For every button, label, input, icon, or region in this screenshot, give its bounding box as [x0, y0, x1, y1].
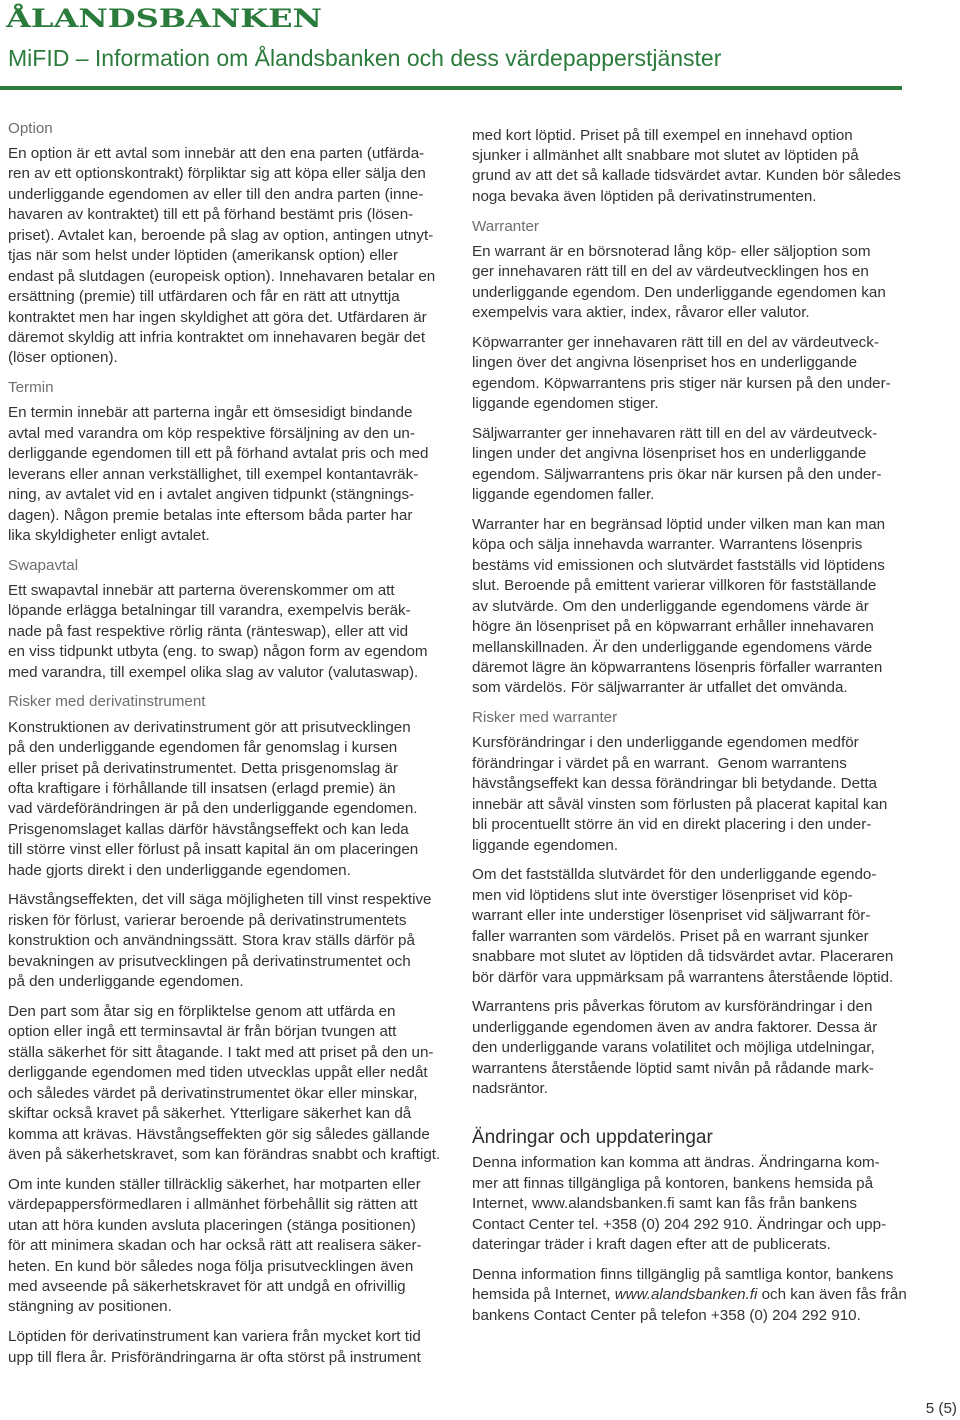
paragraph — [472, 424, 952, 506]
text-line: Warrantens pris påverkas förutom av kursförändringar i den — [472, 998, 873, 1016]
text-line: ersättning (premie) till utfärdaren och får en rätt att utnyttja — [8, 288, 400, 306]
text-line: dateringar träder i kraft dagen efter att de publicerats. — [472, 1235, 831, 1253]
paragraph — [472, 333, 952, 415]
text-line — [472, 1285, 952, 1305]
text-line: bankens Contact Center på telefon +358 (0) 204 292 910. — [472, 1306, 861, 1324]
text-line: Köpwarranter ger innehavaren rätt till en del av värdeutveck- — [472, 333, 879, 351]
text-line: bli procentuellt större än vid en direkt placering i den under- — [472, 816, 872, 834]
text-line: slut. Beroende på emittent varierar villkoren för fastställande — [472, 577, 877, 595]
text-line: men vid löptidens slut inte överstiger lösenpriset vid köp- — [472, 886, 853, 904]
section-title: Ändringar och uppdateringar — [472, 1126, 713, 1148]
text-line: ger innehavaren rätt till en del av värdeutvecklingen hos en — [472, 263, 869, 281]
text-line: innebär att såväl vinsten som förlusten på placerat kapital kan — [472, 795, 888, 813]
text-line: Contact Center tel. +358 (0) 204 292 910. Ändringar och upp- — [472, 1215, 887, 1233]
text-line: underliggande egendom. Den underliggande egendomen kan — [472, 283, 886, 301]
text-line: ning, av avtalet vid en i avtalet angiven tidpunkt (stängnings- — [8, 486, 415, 504]
page-number: 5 (5) — [925, 1400, 957, 1417]
text-line: priset). Avtalet kan, beroende på slag av option, antingen utnyt- — [8, 226, 434, 244]
text-line: (löser optionen). — [8, 349, 118, 367]
text-line: risken för förlust, varierar beroende på derivatinstrumentets — [8, 911, 407, 929]
paragraph — [472, 242, 952, 324]
text-line: en viss tidpunkt utbyta (eng. to swap) någon form av egendom — [8, 643, 428, 661]
text-line: ställa säkerhet för sitt åtagande. I takt med att priset på den un- — [8, 1043, 434, 1061]
text-line: till större vinst eller förlust på insatt kapital än om placeringen — [8, 841, 419, 859]
section-heading: Warranter — [472, 217, 539, 235]
text-line: nadsräntor. — [472, 1079, 548, 1097]
text-line: kontraktet men har ingen skyldighet att göra det. Utfärdaren är — [8, 308, 427, 326]
text-line: Denna information kan komma att ändras. Ändringarna kom- — [472, 1154, 880, 1172]
text-line: löpande erlägga betalningar till varandra, exempelvis beräk- — [8, 602, 411, 620]
text-line: köpa och sälja innehavda warranter. Warrantens lösenpris — [472, 536, 863, 554]
text-line: Prisgenomslaget kallas därför hävstångseffekt och kan leda — [8, 820, 409, 838]
text-line: warrantens återstående löptid samt nivån på rådande mark- — [472, 1059, 874, 1077]
text-line: eller priset på derivatinstrumentet. Detta prisgenomslag är — [8, 759, 398, 777]
text-line: derliggande egendomen med tiden utvecklas uppåt eller nedåt — [8, 1064, 428, 1082]
text-line: Den part som åtar sig en förpliktelse genom att utfärda en — [8, 1002, 396, 1020]
text-line: med kort löptid. Priset på till exempel en innehavd option — [472, 126, 853, 144]
text-line: havaren av kontraktet) till ett på förhand bestämt pris (lösen- — [8, 206, 414, 224]
header — [0, 0, 960, 92]
paragraph — [472, 1265, 952, 1326]
text-line: hävstångseffekt kan dessa förändringar bli betydande. Detta — [472, 775, 877, 793]
document-title: MiFID – Information om Ålandsbanken och dess värdepapperstjänster — [8, 45, 722, 71]
text-line: Ett swapavtal innebär att parterna överenskommer om att — [8, 581, 395, 599]
text-line: stängning av positionen. — [8, 1298, 172, 1316]
text-line: exempelvis vara aktier, index, råvaror eller valutor. — [472, 304, 810, 322]
paragraph — [8, 1175, 448, 1318]
text-line: och således värdet på derivatinstrumentet ökar eller minskar, — [8, 1084, 418, 1102]
text-line: den underliggande varans volatilitet och möjliga utdelningar, — [472, 1039, 875, 1057]
logo-wordmark: ÅLANDSBANKEN — [4, 4, 323, 33]
text-line: värdepappersförmedlaren i allmänhet förbehållit sig rätten att — [8, 1196, 418, 1214]
text-line: liggande egendomen faller. — [472, 486, 655, 504]
text-line: även på säkerhetskravet, som kan förändras snabbt och kraftigt. — [8, 1146, 441, 1164]
text-line: bör därför vara uppmärksam på warrantens återstående löptid. — [472, 968, 894, 986]
text-line: Warranter har en begränsad löptid under vilken man kan man — [472, 515, 886, 533]
text-line: ofta kraftigare i förhållande till insatsen (erlagd premie) än — [8, 780, 396, 797]
text-line: En warrant är en börsnoterad lång köp- eller säljoption som — [472, 242, 871, 260]
paragraph — [8, 581, 448, 683]
left-column — [8, 119, 448, 1378]
text-line: En option är ett avtal som innebär att den ena parten (utfärda- — [8, 145, 425, 163]
text-line: ren av ett optionskontrakt) förpliktar sig att köpa eller sälja den — [8, 165, 426, 183]
paragraph — [472, 1153, 952, 1255]
logo — [0, 0, 330, 34]
text-line: liggande egendomen stiger. — [472, 395, 659, 413]
text-line: på den underliggande egendomen. — [8, 973, 244, 991]
section-heading: Swapavtal — [8, 556, 79, 574]
text-line: Denna information finns tillgänglig på samtliga kontor, bankens — [472, 1265, 894, 1283]
paragraph — [8, 718, 448, 882]
text-line: liggande egendomen. — [472, 836, 619, 854]
right-column — [472, 126, 952, 1336]
text-line: egendom. Köpwarrantens pris stiger när kursen på den under- — [472, 374, 891, 392]
text-line: lingen över det angivna lösenpriset hos en underliggande — [472, 354, 858, 372]
text-line: dagen). Någon premie betalas inte eftersom båda parter har — [8, 506, 413, 524]
text-line: med varandra, till exempel olika slag av valutor (valutaswap). — [8, 663, 419, 681]
section-heading: Risker med warranter — [472, 709, 618, 727]
paragraph — [8, 144, 448, 369]
text-line: avtal med varandra om köp respektive försäljning av den un- — [8, 424, 415, 442]
text-line: lika skyldigheter enligt avtalet. — [8, 527, 210, 544]
paragraph — [8, 1002, 448, 1166]
text-line: Om inte kunden ställer tillräcklig säkerhet, har motparten eller — [8, 1175, 421, 1193]
text-line: tjas när som helst under löptiden (amerikansk option) eller — [8, 247, 399, 265]
text-line: nade på fast respektive rörlig ränta (ränteswap), eller att vid — [8, 622, 409, 640]
text-line: mer att finnas tillgängliga på kontoren, bankens hemsida på — [472, 1174, 874, 1192]
text-line: med avseende på säkerhetskravet för att undgå en ofrivillig — [8, 1277, 406, 1295]
text-line: komma att krävas. Hävstångseffekten gör sig således gällande — [8, 1125, 430, 1143]
text-line: vad värdeförändringen är på den underliggande egendomen. — [8, 800, 418, 818]
text-line: heten. En kund bör således noga följa prisutvecklingen även — [8, 1257, 414, 1275]
text-line: skiftar också kravet på säkerhet. Ytterligare säkerhet kan då — [8, 1105, 412, 1123]
text-line: mellanskillnaden. Är den underliggande egendomens värde — [472, 638, 873, 656]
text-line: på den underliggande egendomen får genomslag i kursen — [8, 739, 398, 757]
paragraph — [8, 1327, 448, 1368]
paragraph — [472, 126, 952, 208]
text-line: lingen under det angivna lösenpriset hos en underliggande — [472, 445, 867, 463]
text-line: av slutvärde. Om den underliggande egendomens värde är — [472, 597, 869, 615]
paragraph — [472, 515, 952, 699]
text-line: Löptiden för derivatinstrument kan variera från mycket kort tid — [8, 1328, 421, 1346]
text-line: Hävstångseffekten, det vill säga möjligheten till vinst respektive — [8, 891, 432, 909]
text-line: derliggande egendomen till ett på förhand avtalat pris och med — [8, 445, 429, 463]
text-line: utan att höra kunden avsluta placeringen (stänga positionen) — [8, 1216, 416, 1234]
section-heading: Risker med derivatinstrument — [8, 693, 206, 711]
text-segment: och kan även fås från — [757, 1286, 907, 1304]
text-line: underliggande egendomen även av andra faktorer. Dessa är — [472, 1018, 878, 1036]
text-line: högre än lösenpriset på en köpwarrant erhåller innehavaren — [472, 618, 874, 636]
paragraph — [472, 865, 952, 988]
text-line: leverans eller annan verkställighet, till exempel kontantavräk- — [8, 465, 419, 483]
text-line: förändringar i värdet på en warrant. Genom warrantens — [472, 754, 847, 772]
text-line: Konstruktionen av derivatinstrument gör att prisutvecklingen — [8, 718, 411, 736]
url-text: www.alandsbanken.fi — [614, 1286, 758, 1304]
paragraph — [472, 997, 952, 1099]
text-line: bevakningen av prisutvecklingen på derivatinstrumentet och — [8, 952, 411, 970]
section-heading: Termin — [8, 379, 54, 397]
text-line: som värdelös. För säljwarranter är utfallet det omvända. — [472, 679, 848, 697]
paragraph — [8, 890, 448, 992]
text-line: bestäms vid emissionen och slutvärdet fastställs vid löptidens — [472, 556, 885, 574]
text-line: En termin innebär att parterna ingår ett ömsesidigt bindande — [8, 404, 413, 422]
text-line: faller warranten som värdelös. Priset på en warrant sjunker — [472, 927, 869, 945]
text-line: grund av att det så kallade tidsvärdet avtar. Kunden bör således — [472, 167, 901, 185]
text-line: däremot lägre än köpwarrantens lösenpris förfaller warranten — [472, 658, 883, 676]
text-line: egendom. Säljwarrantens pris ökar när kursen på den under- — [472, 465, 882, 483]
text-line: Internet, www.alandsbanken.fi samt kan fås från bankens — [472, 1195, 857, 1213]
text-line: underliggande egendomen av eller till den andra parten (inne- — [8, 185, 424, 203]
text-line: för att minimera skadan och har också rätt att realisera säker- — [8, 1237, 422, 1255]
text-line: däremot skyldig att infria kontraktet om innehavaren begär det — [8, 328, 426, 346]
paragraph — [472, 733, 952, 856]
text-line: Om det fastställda slutvärdet för den underliggande egendo- — [472, 866, 877, 884]
text-line: snabbare mot slutet av löptiden då tidsvärdet avtar. Placeraren — [472, 948, 894, 966]
text-line: Kursförändringar i den underliggande egendomen medför — [472, 734, 859, 752]
paragraph — [8, 403, 448, 546]
text-line: option eller ingå ett terminsavtal är från början tvungen att — [8, 1023, 397, 1041]
text-line: Säljwarranter ger innehavaren rätt till en del av värdeutveck- — [472, 424, 878, 442]
text-line: endast på slutdagen (europeisk option). Innehavaren betalar en — [8, 267, 436, 285]
text-segment: hemsida på Internet, — [472, 1286, 615, 1304]
text-line: sjunker i allmänhet allt snabbare mot slutet av löptiden på — [472, 146, 859, 164]
text-line: warrant eller inte understiger lösenpriset vid säljwarrant för- — [472, 907, 871, 925]
text-line: noga bevaka även löptiden på derivatinstrumenten. — [472, 187, 817, 205]
text-line: hade gjorts direkt i den underliggande egendomen. — [8, 861, 351, 879]
header-divider — [0, 86, 902, 90]
text-line: upp till flera år. Prisförändringarna är ofta störst på instrument — [8, 1348, 421, 1366]
text-line: konstruktion och användningssätt. Stora krav ställs därför på — [8, 932, 415, 950]
section-heading: Option — [8, 119, 53, 137]
